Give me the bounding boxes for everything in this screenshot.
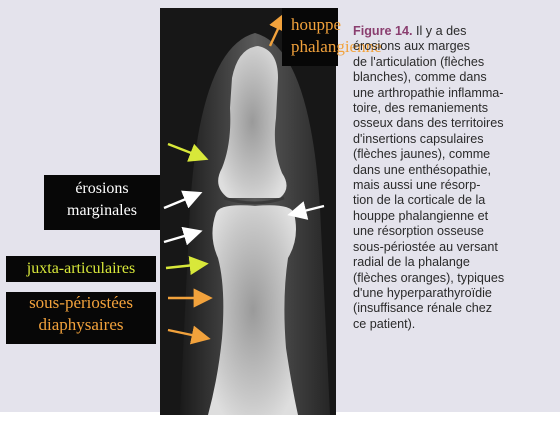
- label-sous-line2: diaphysaires: [38, 315, 124, 334]
- caption-line: (insuffisance rénale chez: [353, 301, 493, 316]
- caption-line: radial de la phalange: [353, 255, 470, 270]
- caption-line: blanches), comme dans: [353, 70, 487, 85]
- caption-line: une arthropathie inflamma-: [353, 85, 504, 100]
- caption-line: d'une hyperparathyroïdie: [353, 285, 492, 300]
- caption-line: d'insertions capsulaires: [353, 131, 484, 146]
- label-erosions-line1: érosions: [75, 180, 129, 197]
- label-erosions: [44, 175, 160, 230]
- label-juxta: [6, 256, 156, 282]
- caption-line: houppe phalangienne et: [353, 208, 489, 223]
- caption-line: mais aussi une résorp-: [353, 178, 481, 193]
- label-juxta-text: juxta-articulaires: [26, 260, 136, 277]
- caption-line: érosions aux marges: [353, 39, 470, 54]
- caption-line: sous-périostée au versant: [353, 239, 498, 254]
- caption-line: (flèches oranges), typiques: [353, 270, 505, 285]
- label-houppe-line1: houppe: [291, 15, 342, 34]
- caption-line: une résorption osseuse: [353, 224, 484, 239]
- label-houppe: [282, 8, 382, 66]
- caption-line: ce patient).: [353, 316, 416, 331]
- label-sous-line1: sous-périostées: [29, 293, 133, 312]
- caption-line: toire, des remaniements: [353, 101, 489, 116]
- caption-line: de l'articulation (flèches: [353, 54, 485, 69]
- caption-line: (flèches jaunes), comme: [353, 147, 491, 162]
- caption-first-line: [353, 24, 553, 39]
- caption-line: dans une enthésopathie,: [353, 162, 491, 177]
- label-sous-periostees: [6, 292, 156, 344]
- label-erosions-line2: marginales: [67, 202, 137, 219]
- caption-line: Il y a des: [412, 24, 467, 38]
- label-houppe-line2: phalangienne: [291, 37, 382, 56]
- figure-caption: [353, 24, 553, 332]
- figure-label: Figure 14.: [353, 24, 413, 38]
- caption-line: osseux dans des territoires: [353, 116, 504, 131]
- caption-line: tion de la corticale de la: [353, 193, 486, 208]
